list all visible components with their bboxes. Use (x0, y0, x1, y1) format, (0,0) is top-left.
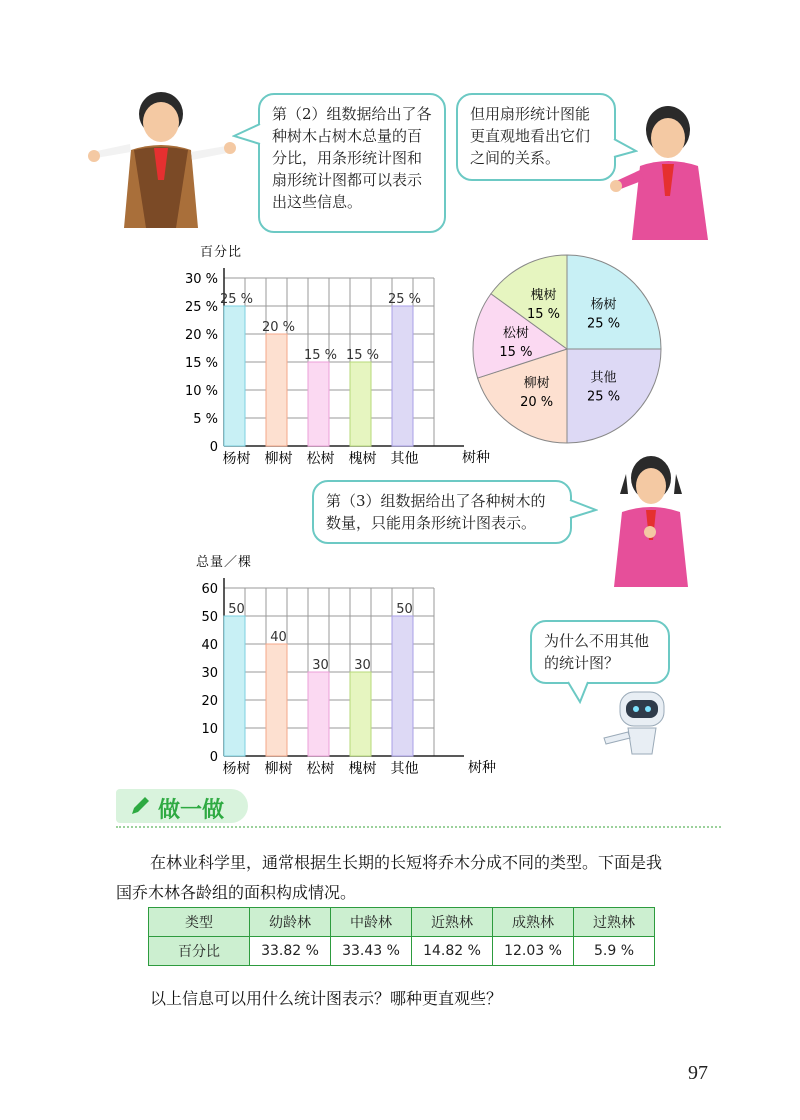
x-tick-label: 杨树 (222, 451, 251, 467)
girl-speech-bubble-2 (312, 480, 572, 544)
percent-bar-chart (180, 240, 500, 470)
table-cell: 过熟林 (574, 908, 655, 937)
x-tick-label: 其他 (390, 761, 419, 777)
bar (266, 644, 287, 756)
x-tick-label: 槐树 (348, 451, 377, 467)
table-cell: 中龄林 (331, 908, 412, 937)
data-label: 40 (270, 630, 287, 645)
table-cell: 5.9 % (574, 937, 655, 966)
x-tick-label: 松树 (306, 761, 335, 777)
data-label: 30 (354, 658, 371, 673)
slice-label: 槐树 (530, 287, 557, 303)
x-tick-label: 杨树 (222, 761, 251, 777)
bar (350, 362, 371, 446)
chart1-xlabel: 树种 (462, 450, 490, 466)
count-bar-chart (180, 550, 510, 780)
y-tick-label: 0 (209, 750, 218, 765)
slice-label: 杨树 (590, 297, 617, 313)
boy-bubble-tail (232, 120, 262, 150)
x-tick-label: 柳树 (264, 761, 293, 777)
slice-label: 柳树 (523, 375, 550, 391)
data-label: 50 (396, 602, 413, 617)
paragraph-line-1: 在林业科学里，通常根据生长期的长短将乔木分成不同的类型。下面是我 (150, 853, 663, 872)
x-tick-label: 槐树 (348, 761, 377, 777)
table-cell: 类型 (149, 908, 250, 937)
robot-speech-bubble (530, 620, 670, 684)
girl-bubble-tail-2 (568, 498, 598, 522)
data-label: 25 % (387, 292, 422, 307)
chart3-ylabel: 总量／棵 (196, 555, 253, 570)
boy-speech-bubble (258, 93, 446, 233)
x-tick-label: 柳树 (264, 451, 293, 467)
boy-illustration (86, 88, 236, 236)
data-label: 25 % (219, 292, 254, 307)
data-label: 20 % (261, 320, 296, 335)
forest-age-table (148, 907, 655, 966)
table-cell: 幼龄林 (250, 908, 331, 937)
section-title: 做一做 (158, 798, 225, 823)
girl-speech-bubble-1 (456, 93, 616, 181)
girl-speech-text-1: 但用扇形统计图能更直观地看出它们之间的关系。 (470, 105, 591, 167)
slice-label: 松树 (502, 325, 529, 341)
girl-illustration-1 (610, 100, 730, 240)
slice-value: 25 % (587, 316, 621, 332)
table-cell: 14.82 % (412, 937, 493, 966)
paragraph-line-2: 国乔木林各龄组的面积构成情况。 (116, 883, 357, 902)
slice-label: 其他 (590, 370, 617, 386)
table-cell: 33.82 % (250, 937, 331, 966)
girl-speech-text-2: 第（3）组数据给出了各种树木的数量，只能用条形统计图表示。 (326, 492, 546, 532)
data-label: 15 % (303, 348, 338, 363)
section-divider (116, 826, 721, 828)
data-label: 30 (312, 658, 329, 673)
y-tick-label: 40 (201, 638, 218, 653)
y-tick-label: 60 (201, 582, 218, 597)
y-tick-label: 30 % (184, 272, 218, 287)
page-number: 97 (688, 1062, 708, 1084)
bar (308, 672, 329, 756)
chart3-xlabel: 树种 (468, 760, 496, 776)
pie-chart (470, 252, 670, 452)
bar (350, 672, 371, 756)
girl-illustration-2 (606, 452, 696, 592)
slice-value: 15 % (499, 344, 533, 360)
y-tick-label: 5 % (193, 412, 218, 427)
robot-bubble-tail (566, 680, 592, 704)
slice-value: 15 % (527, 306, 561, 322)
y-tick-label: 10 % (184, 384, 218, 399)
y-tick-label: 20 (201, 694, 218, 709)
table-row (149, 937, 655, 966)
data-label: 50 (228, 602, 245, 617)
bar (224, 306, 245, 446)
bar (224, 616, 245, 756)
table-cell: 近熟林 (412, 908, 493, 937)
bar (266, 334, 287, 446)
robot-illustration (598, 688, 678, 758)
table-cell: 成熟林 (493, 908, 574, 937)
slice-value: 25 % (587, 389, 621, 405)
y-tick-label: 25 % (184, 300, 218, 315)
slice-value: 20 % (520, 394, 554, 410)
bar (392, 306, 413, 446)
y-tick-label: 20 % (184, 328, 218, 343)
question-text: 以上信息可以用什么统计图表示？哪种更直观些？ (150, 989, 503, 1008)
data-label: 15 % (345, 348, 380, 363)
table-cell: 百分比 (149, 937, 250, 966)
table-cell: 12.03 % (493, 937, 574, 966)
y-tick-label: 50 (201, 610, 218, 625)
bar (308, 362, 329, 446)
chart1-ylabel: 百分比 (200, 245, 243, 260)
pencil-icon (128, 794, 152, 818)
y-tick-label: 10 (201, 722, 218, 737)
robot-speech-text: 为什么不用其他的统计图？ (544, 632, 650, 672)
y-tick-label: 15 % (184, 356, 218, 371)
x-tick-label: 其他 (390, 451, 419, 467)
bar (392, 616, 413, 756)
table-header-row (149, 908, 655, 937)
table-cell: 33.43 % (331, 937, 412, 966)
boy-speech-text: 第（2）组数据给出了各种树木占树木总量的百分比，用条形统计图和扇形统计图都可以表示出这些信息。 (272, 105, 432, 211)
y-tick-label: 0 (209, 440, 218, 455)
y-tick-label: 30 (201, 666, 218, 681)
x-tick-label: 松树 (306, 451, 335, 467)
